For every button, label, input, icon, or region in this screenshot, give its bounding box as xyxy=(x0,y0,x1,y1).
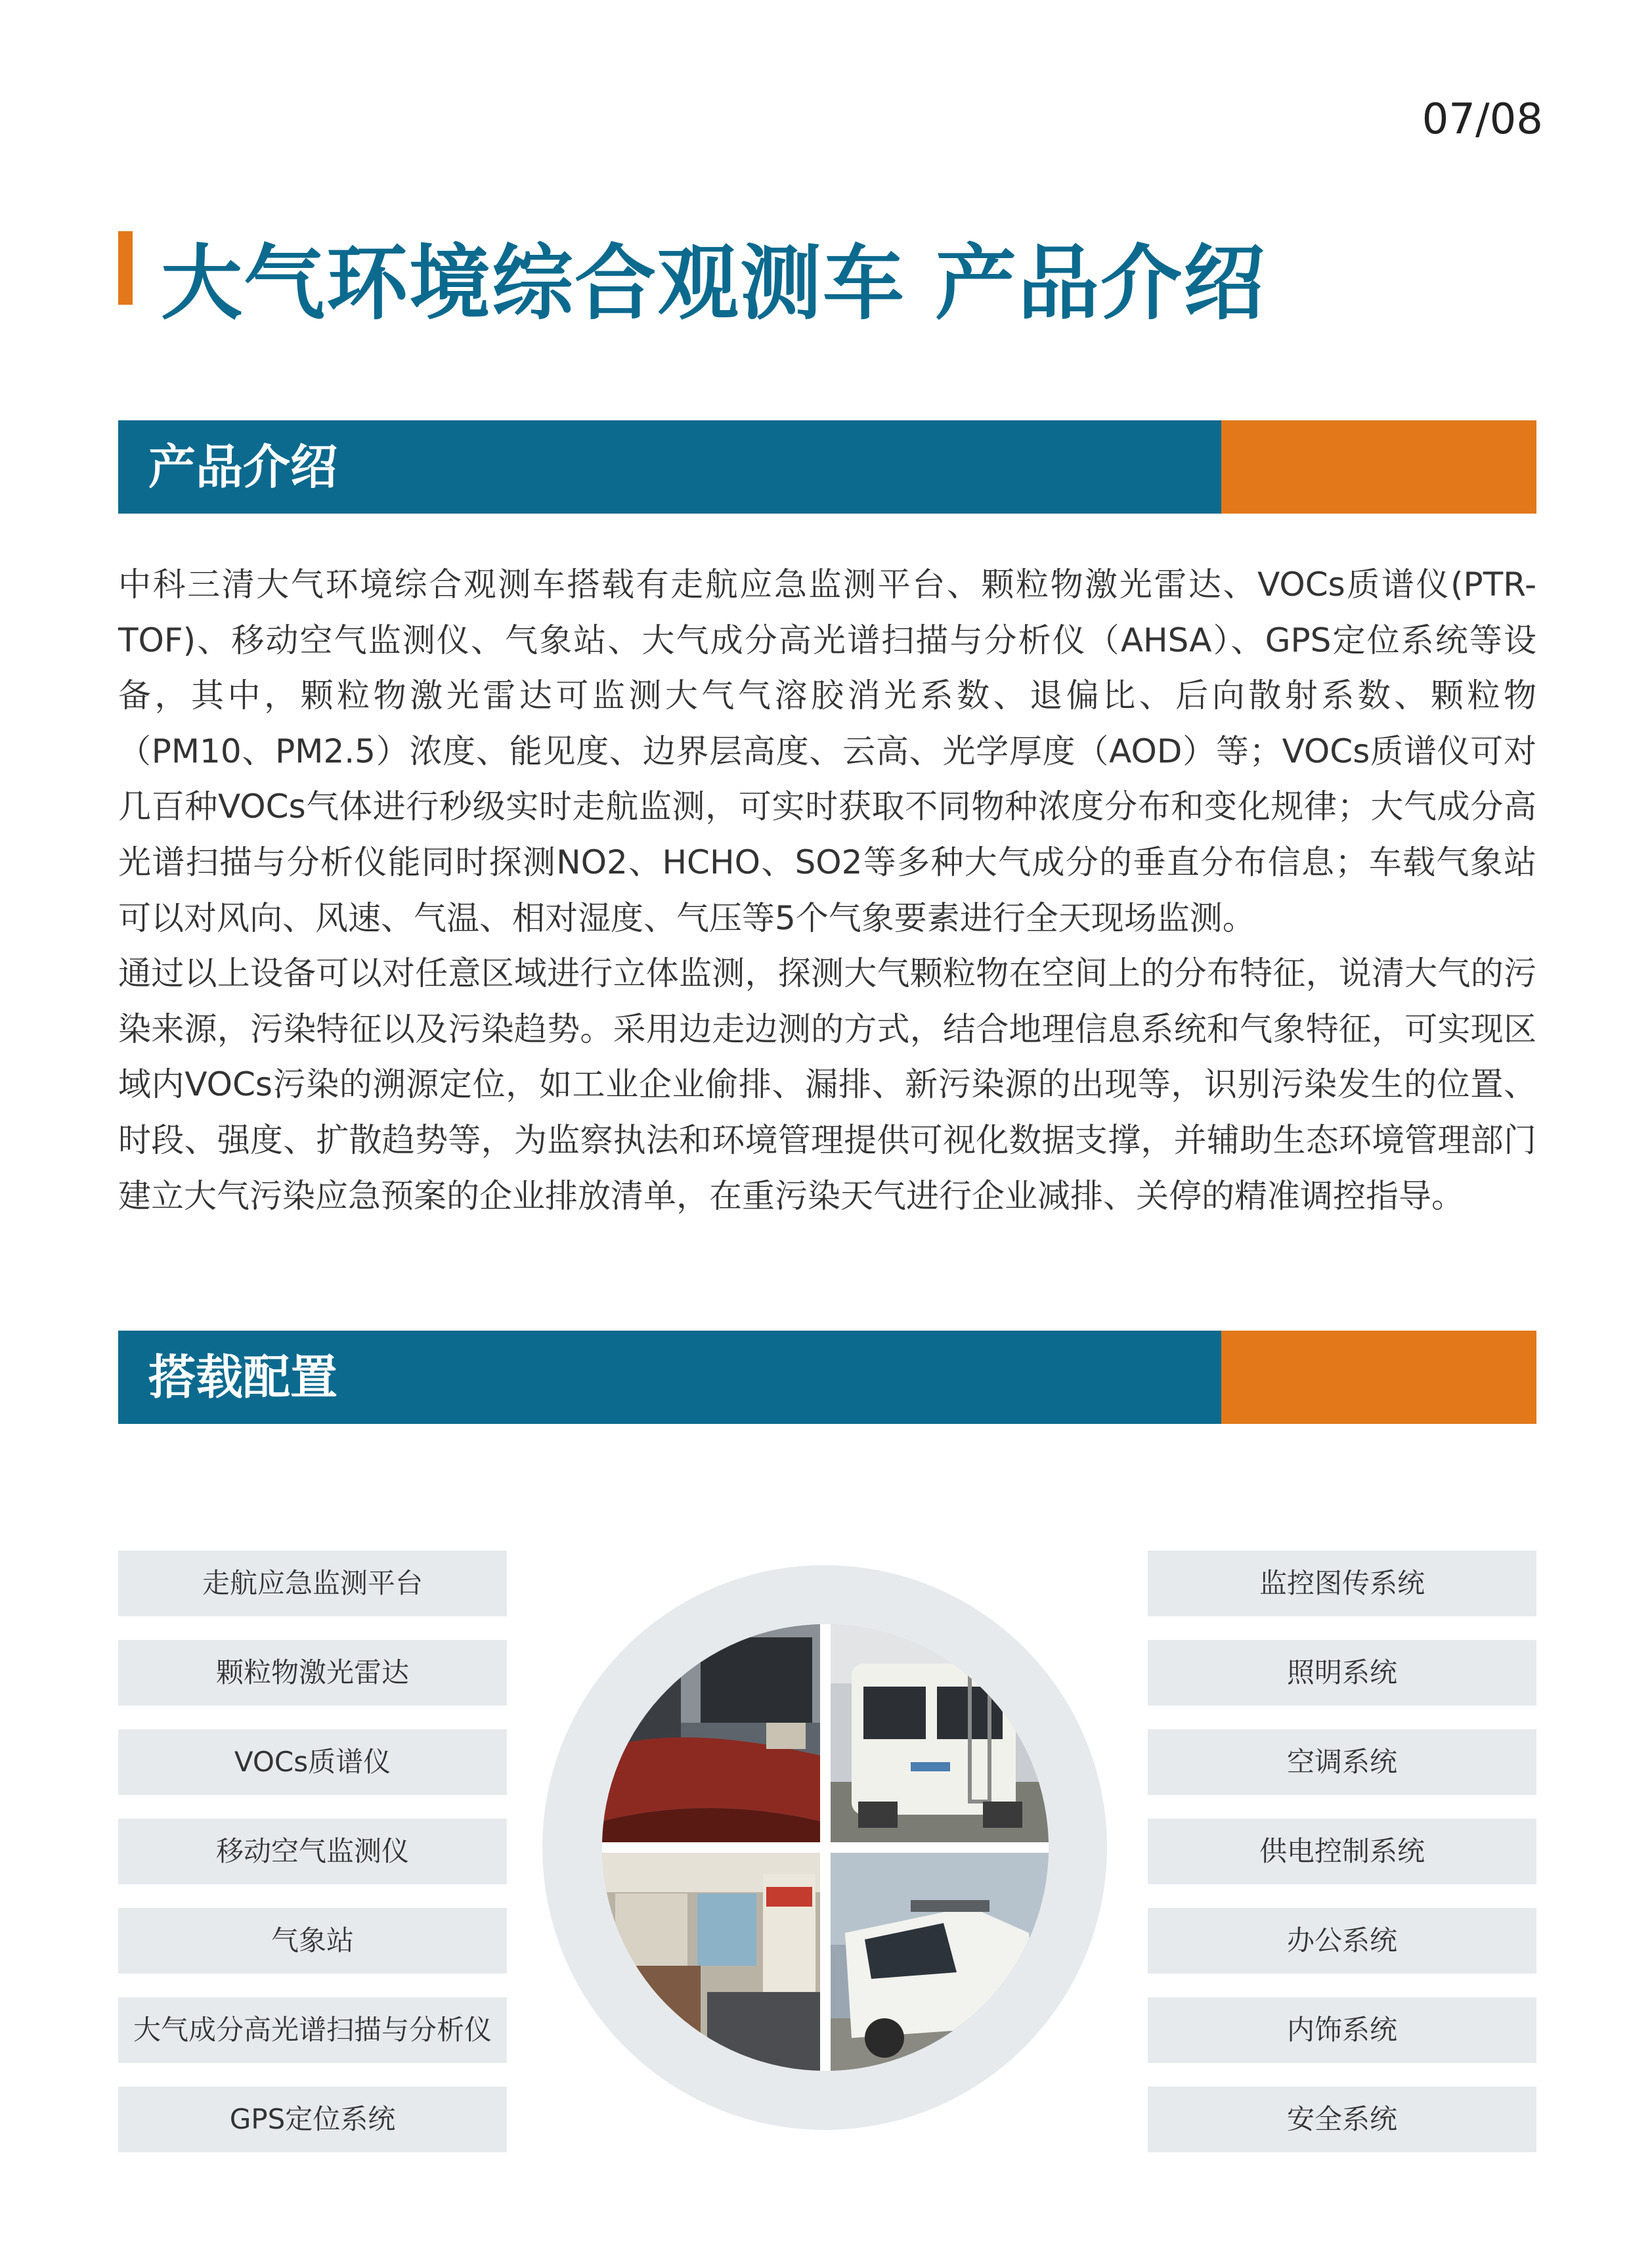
page-number: 07/08 xyxy=(1422,95,1543,144)
config-item: 监控图传系统 xyxy=(1148,1551,1536,1616)
vehicle-photo-collage xyxy=(602,1624,1049,2071)
config-item: 办公系统 xyxy=(1148,1908,1536,1974)
config-item: 照明系统 xyxy=(1148,1640,1536,1706)
section-title-config: 搭载配置 xyxy=(148,1350,338,1405)
intro-paragraph: 通过以上设备可以对任意区域进行立体监测，探测大气颗粒物在空间上的分布特征，说清大气的污染来源，污染特征以及污染趋势。采用边走边测的方式，结合地理信息系统和气象特征，可实现区域内VOCs污染的溯源定位，如工业企业偷排、漏排、新污染源的出现等，识别污染发生的位置、时段、强度、扩散趋势等，为监察执法和环境管理提供可视化数据支撑，并辅助生态环境管理部门建立大气污染应急预案的企业排放清单，在重污染天气进行企业减排、关停的精准调控指导。 xyxy=(118,954,1536,1215)
banner-accent-block xyxy=(1221,1331,1536,1424)
config-item: 移动空气监测仪 xyxy=(118,1819,507,1884)
photo-collage-illustration xyxy=(602,1624,1049,2071)
section-title-intro: 产品介绍 xyxy=(148,439,338,495)
config-item: 颗粒物激光雷达 xyxy=(118,1640,507,1706)
config-item: 气象站 xyxy=(118,1908,507,1974)
config-item: 供电控制系统 xyxy=(1148,1819,1536,1884)
config-item: 内饰系统 xyxy=(1148,1997,1536,2063)
page-title: 大气环境综合观测车 产品介绍 xyxy=(161,236,1267,331)
intro-paragraph: 中科三清大气环境综合观测车搭载有走航应急监测平台、颗粒物激光雷达、VOCs质谱仪(PTR-TOF)、移动空气监测仪、气象站、大气成分高光谱扫描与分析仪（AHSA）、GPS定位系统等设备，其中，颗粒物激光雷达可监测大气气溶胶消光系数、退偏比、后向散射系数、颗粒物（PM10、PM2.5）浓度、能见度、边界层高度、云高、光学厚度（AOD）等；VOCs质谱仪可对几百种VOCs气体进行秒级实时走航监测，可实时获取不同物种浓度分布和变化规律；大气成分高光谱扫描与分析仪能同时探测NO2、HCHO、SO2等多种大气成分的垂直分布信息；车载气象站可以对风向、风速、气温、相对湿度、气压等5个气象要素进行全天现场监测。 xyxy=(118,565,1536,937)
title-accent-bar xyxy=(118,231,133,305)
banner-accent-block xyxy=(1221,420,1536,514)
config-item: 空调系统 xyxy=(1148,1729,1536,1795)
section-banner-intro xyxy=(118,420,1536,514)
config-item: 安全系统 xyxy=(1148,2087,1536,2152)
config-item: GPS定位系统 xyxy=(118,2087,507,2152)
collage-divider xyxy=(602,1842,1049,1853)
config-item: 走航应急监测平台 xyxy=(118,1551,507,1616)
config-item: 大气成分高光谱扫描与分析仪 xyxy=(118,1997,507,2063)
section-banner-config xyxy=(118,1331,1536,1424)
config-item: VOCs质谱仪 xyxy=(118,1729,507,1795)
intro-text xyxy=(118,557,1536,1224)
